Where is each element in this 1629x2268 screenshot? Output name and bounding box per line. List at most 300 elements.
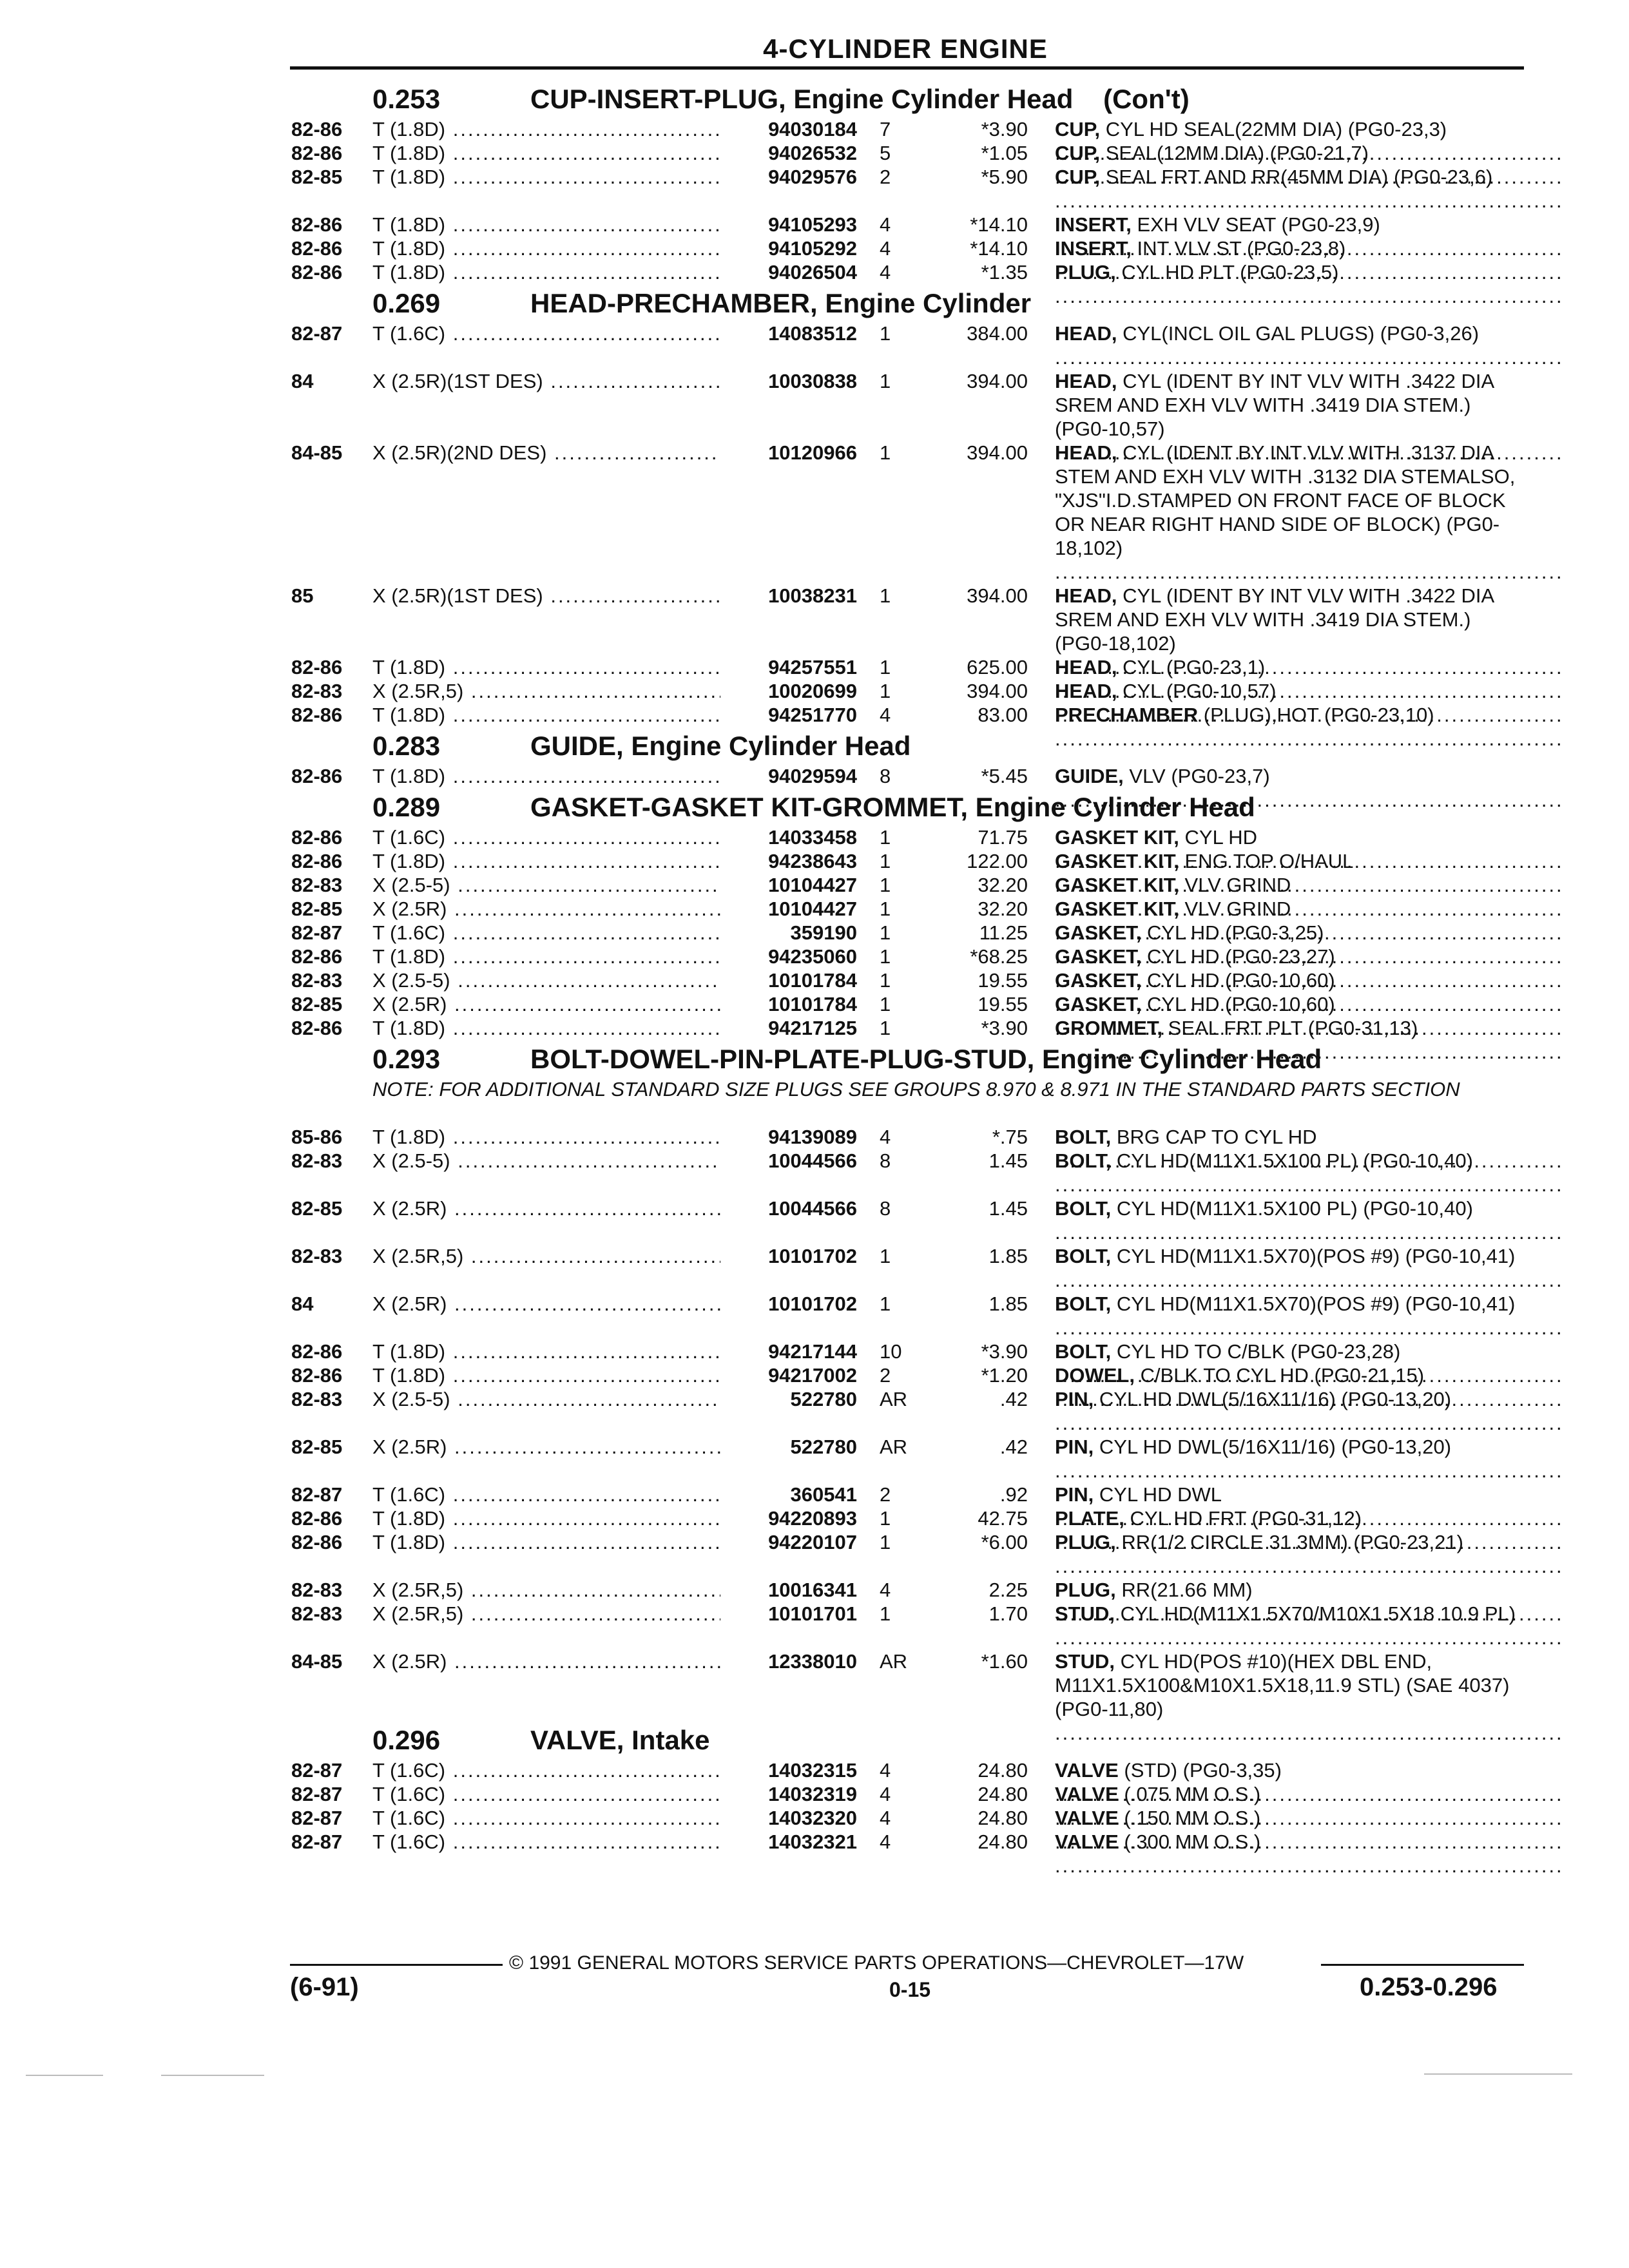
model-code: X (2.5R,5) ..... <box>372 1244 720 1268</box>
description-text: CYL HD (PG0-10,60) ..... <box>1055 969 1564 1015</box>
quantity: 8 <box>880 1197 891 1220</box>
description-keyword: HEAD, <box>1055 370 1117 392</box>
part-row <box>0 1149 1629 1196</box>
description-keyword: BOLT, <box>1055 1126 1112 1148</box>
model-years: 84-85 <box>291 441 343 464</box>
part-number: 14032315 <box>768 1759 857 1782</box>
part-number: 10101784 <box>768 969 857 992</box>
price: 394.00 <box>967 680 1028 702</box>
description-text: CYL (PG0-23,1) ..... <box>1055 656 1564 702</box>
description-text: SEAL FRT AND RR(45MM DIA) (PG0-23,6) ..... <box>1055 166 1564 212</box>
part-number: 94139089 <box>768 1126 857 1148</box>
description-keyword: PLATE, <box>1055 1507 1124 1530</box>
part-row <box>0 1244 1629 1292</box>
description-keyword: VALVE <box>1055 1831 1119 1853</box>
quantity: 1 <box>880 1017 891 1039</box>
part-row <box>0 679 1629 703</box>
footer-copyright: © 1991 GENERAL MOTORS SERVICE PARTS OPERATIONS—CHEVROLET—17W <box>509 1952 1244 1974</box>
group-heading <box>372 792 1532 823</box>
quantity: 1 <box>880 370 891 392</box>
part-description <box>1055 1435 1519 1483</box>
quantity: 2 <box>880 1483 891 1506</box>
model-code: T (1.8D) ..... <box>372 655 720 679</box>
part-row <box>0 1602 1629 1649</box>
part-number: 94217002 <box>768 1364 857 1387</box>
model-code: T (1.8D) ..... <box>372 945 720 968</box>
price: *1.05 <box>981 142 1028 164</box>
part-number: 10101702 <box>768 1245 857 1267</box>
model-years: 82-86 <box>291 656 343 678</box>
description-keyword: INSERT, <box>1055 237 1132 260</box>
description-text: CYL HD(M11X1.5X70/M10X1.5X18 10.9 PL) ..... <box>1055 1602 1564 1649</box>
part-row <box>0 322 1629 369</box>
model-years: 82-87 <box>291 1807 343 1829</box>
price: *1.35 <box>981 261 1028 284</box>
part-number: 94029594 <box>768 765 857 787</box>
description-text: CYL HD(M11X1.5X100 PL) (PG0-10,40) ..... <box>1055 1149 1564 1196</box>
description-keyword: HEAD, <box>1055 584 1117 607</box>
model-years: 82-85 <box>291 898 343 920</box>
price: 122.00 <box>967 850 1028 872</box>
part-number: 10016341 <box>768 1579 857 1601</box>
group-title: VALVE, Intake <box>530 1725 710 1755</box>
part-row <box>0 1806 1629 1830</box>
price: 1.70 <box>988 1602 1028 1625</box>
part-row <box>0 1016 1629 1040</box>
description-keyword: BOLT, <box>1055 1293 1112 1315</box>
part-number: 10104427 <box>768 898 857 920</box>
description-text: CYL (IDENT BY INT VLV WITH .3137 DIA STEM AND EXH VLV WITH .3132 DIA STEMALSO, "XJS"I.D.STAMPED ON FRONT FACE OF BLOCK OR NEAR RIGHT HAND SIDE OF BLOCK) (PG0-18,102) ..... <box>1055 441 1564 583</box>
model-code: X (2.5R,5) ..... <box>372 1602 720 1626</box>
quantity: 1 <box>880 441 891 464</box>
price: 19.55 <box>978 969 1028 992</box>
price: .42 <box>999 1436 1028 1458</box>
model-years: 82-83 <box>291 1602 343 1625</box>
description-keyword: GASKET KIT, <box>1055 874 1179 896</box>
part-number: 94026504 <box>768 261 857 284</box>
model-years: 82-86 <box>291 1017 343 1039</box>
description-text: CYL HD ..... <box>1055 826 1564 872</box>
group-code: 0.269 <box>372 288 441 318</box>
part-row <box>0 1506 1629 1530</box>
description-text: RR(21.66 MM) ..... <box>1055 1579 1564 1625</box>
model-years: 82-85 <box>291 1197 343 1220</box>
part-description <box>1055 1387 1519 1435</box>
model-years: 82-86 <box>291 765 343 787</box>
quantity: 1 <box>880 1531 891 1553</box>
quantity: AR <box>880 1650 908 1673</box>
part-number: 94026532 <box>768 142 857 164</box>
part-number: 94217144 <box>768 1340 857 1363</box>
model-code: X (2.5R) ..... <box>372 1435 720 1459</box>
part-number: 10101702 <box>768 1293 857 1315</box>
description-keyword: GUIDE, <box>1055 765 1124 787</box>
price: 2.25 <box>988 1579 1028 1601</box>
description-keyword: VALVE <box>1055 1807 1119 1829</box>
quantity: 2 <box>880 1364 891 1387</box>
price: 394.00 <box>967 441 1028 464</box>
part-number: 522780 <box>790 1388 857 1410</box>
quantity: 4 <box>880 704 891 726</box>
part-number: 14032319 <box>768 1783 857 1805</box>
quantity: 4 <box>880 261 891 284</box>
model-code: T (1.6C) ..... <box>372 1483 720 1506</box>
group-code: 0.289 <box>372 792 441 822</box>
model-code: T (1.8D) ..... <box>372 260 720 284</box>
model-code: X (2.5-5) ..... <box>372 1149 720 1173</box>
model-years: 84 <box>291 370 314 392</box>
part-description <box>1055 441 1519 584</box>
part-row <box>0 703 1629 727</box>
model-years: 82-87 <box>291 1759 343 1782</box>
description-keyword: GASKET, <box>1055 945 1142 968</box>
footer-rule-left <box>290 1964 503 1966</box>
model-code: X (2.5-5) ..... <box>372 968 720 992</box>
model-years: 82-86 <box>291 826 343 849</box>
footer-rule-right <box>1321 1964 1524 1966</box>
quantity: 1 <box>880 850 891 872</box>
scan-artifact <box>1424 2073 1572 2075</box>
description-text: SEAL(12MM DIA) (PG0-21,7) ..... <box>1055 142 1564 188</box>
quantity: 1 <box>880 656 891 678</box>
scan-artifact <box>161 2075 264 2076</box>
quantity: 4 <box>880 237 891 260</box>
model-years: 82-86 <box>291 1364 343 1387</box>
description-text: VLV GRIND ..... <box>1055 874 1564 920</box>
quantity: 8 <box>880 765 891 787</box>
model-years: 82-86 <box>291 1531 343 1553</box>
part-row <box>0 213 1629 236</box>
part-description <box>1055 1196 1519 1244</box>
price: *3.90 <box>981 1017 1028 1039</box>
quantity: 1 <box>880 969 891 992</box>
price: 394.00 <box>967 584 1028 607</box>
quantity: 1 <box>880 874 891 896</box>
model-code: T (1.6C) ..... <box>372 921 720 945</box>
description-text: CYL(INCL OIL GAL PLUGS) (PG0-3,26) ..... <box>1055 322 1564 369</box>
part-description <box>1055 1149 1519 1196</box>
description-text: CYL HD (PG0-23,27) ..... <box>1055 945 1564 992</box>
part-number: 359190 <box>790 921 857 944</box>
quantity: 4 <box>880 1783 891 1805</box>
model-years: 82-86 <box>291 142 343 164</box>
model-years: 82-86 <box>291 1340 343 1363</box>
part-number: 10101701 <box>768 1602 857 1625</box>
part-row <box>0 1758 1629 1782</box>
price: 71.75 <box>978 826 1028 849</box>
model-years: 82-87 <box>291 1783 343 1805</box>
description-keyword: PIN, <box>1055 1388 1094 1410</box>
page-header-title: 4-CYLINDER ENGINE <box>763 34 1048 64</box>
part-number: 10030838 <box>768 370 857 392</box>
price: 384.00 <box>967 322 1028 345</box>
model-years: 82-83 <box>291 1149 343 1172</box>
model-years: 82-87 <box>291 1483 343 1506</box>
model-code: T (1.8D) ..... <box>372 849 720 873</box>
model-years: 82-87 <box>291 1831 343 1853</box>
part-number: 12338010 <box>768 1650 857 1673</box>
quantity: 1 <box>880 898 891 920</box>
part-row <box>0 1649 1629 1721</box>
description-keyword: BOLT, <box>1055 1149 1112 1172</box>
model-years: 82-83 <box>291 1579 343 1601</box>
part-row <box>0 992 1629 1016</box>
part-row <box>0 655 1629 679</box>
description-keyword: GASKET KIT, <box>1055 850 1179 872</box>
group-title: GUIDE, Engine Cylinder Head <box>530 731 911 761</box>
part-row <box>0 165 1629 213</box>
description-keyword: HEAD, <box>1055 322 1117 345</box>
model-years: 82-85 <box>291 993 343 1015</box>
description-keyword: PRECHAMBER <box>1055 704 1199 726</box>
description-keyword: PLUG, <box>1055 1531 1116 1553</box>
model-years: 82-86 <box>291 945 343 968</box>
model-code: X (2.5R)(2ND DES) ..... <box>372 441 720 465</box>
group-note: NOTE: FOR ADDITIONAL STANDARD SIZE PLUGS SEE GROUPS 8.970 & 8.971 IN THE STANDARD PARTS SECTION <box>372 1078 1460 1100</box>
part-row <box>0 1125 1629 1149</box>
part-number: 94257551 <box>768 656 857 678</box>
price: 1.45 <box>988 1149 1028 1172</box>
price: *1.60 <box>981 1650 1028 1673</box>
description-text: (.150 MM O.S.) ..... <box>1055 1807 1564 1853</box>
description-text: RR(1/2 CIRCLE 31.3MM) (PG0-23,21) ..... <box>1055 1531 1564 1577</box>
price: 24.80 <box>978 1807 1028 1829</box>
model-years: 82-86 <box>291 237 343 260</box>
description-text: C/BLK TO CYL HD (PG0-21,15) ..... <box>1055 1364 1564 1410</box>
description-keyword: PIN, <box>1055 1436 1094 1458</box>
part-description <box>1055 165 1519 213</box>
quantity: 1 <box>880 945 891 968</box>
part-number: 14032321 <box>768 1831 857 1853</box>
quantity: 1 <box>880 680 891 702</box>
part-row <box>0 764 1629 788</box>
group-heading <box>372 1044 1532 1075</box>
description-keyword: PIN, <box>1055 1483 1094 1506</box>
price: *5.90 <box>981 166 1028 188</box>
model-code: T (1.8D) ..... <box>372 1016 720 1040</box>
description-text: CYL HD DWL ..... <box>1055 1483 1564 1530</box>
quantity: 5 <box>880 142 891 164</box>
part-row <box>0 1578 1629 1602</box>
part-row <box>0 236 1629 260</box>
description-text: CYL HD DWL(5/16X11/16) (PG0-13,20) ..... <box>1055 1436 1564 1482</box>
model-years: 82-86 <box>291 261 343 284</box>
part-number: 94235060 <box>768 945 857 968</box>
model-code: T (1.8D) ..... <box>372 703 720 727</box>
price: .42 <box>999 1388 1028 1410</box>
quantity: 7 <box>880 118 891 140</box>
price: 83.00 <box>978 704 1028 726</box>
model-code: T (1.6C) ..... <box>372 322 720 345</box>
price: *1.20 <box>981 1364 1028 1387</box>
footer-page-number: 0-15 <box>889 1978 931 2001</box>
description-text: BRG CAP TO CYL HD ..... <box>1055 1126 1564 1172</box>
description-keyword: GROMMET, <box>1055 1017 1163 1039</box>
part-number: 94029576 <box>768 166 857 188</box>
price: 42.75 <box>978 1507 1028 1530</box>
quantity: AR <box>880 1388 908 1410</box>
description-keyword: GASKET, <box>1055 993 1142 1015</box>
price: 1.45 <box>988 1197 1028 1220</box>
group-code: 0.283 <box>372 731 441 761</box>
part-row <box>0 873 1629 897</box>
description-keyword: GASKET KIT, <box>1055 826 1179 849</box>
description-text: CYL HD(M11X1.5X100 PL) (PG0-10,40) ..... <box>1055 1197 1564 1244</box>
description-keyword: HEAD, <box>1055 441 1117 464</box>
description-text: CYL HD DWL(5/16X11/16) (PG0-13,20) ..... <box>1055 1388 1564 1434</box>
quantity: 4 <box>880 1759 891 1782</box>
price: 24.80 <box>978 1759 1028 1782</box>
price: 24.80 <box>978 1783 1028 1805</box>
description-keyword: PLUG, <box>1055 1579 1116 1601</box>
part-row <box>0 968 1629 992</box>
scan-artifact <box>26 2075 103 2076</box>
model-code: X (2.5-5) ..... <box>372 1387 720 1411</box>
model-code: T (1.8D) ..... <box>372 141 720 165</box>
model-code: T (1.8D) ..... <box>372 1363 720 1387</box>
group-title: GASKET-GASKET KIT-GROMMET, Engine Cylinder Head <box>530 792 1255 822</box>
price: 394.00 <box>967 370 1028 392</box>
group-heading <box>372 288 1532 319</box>
description-text: CYL HD(M11X1.5X70)(POS #9) (PG0-10,41) ..... <box>1055 1293 1564 1339</box>
price: *5.45 <box>981 765 1028 787</box>
header-rule <box>290 66 1524 70</box>
quantity: 4 <box>880 1831 891 1853</box>
price: .92 <box>999 1483 1028 1506</box>
description-text: (STD) (PG0-3,35) ..... <box>1055 1759 1564 1805</box>
part-number: 10101784 <box>768 993 857 1015</box>
price: *6.00 <box>981 1531 1028 1553</box>
description-keyword: BOLT, <box>1055 1197 1112 1220</box>
part-row <box>0 897 1629 921</box>
model-code: X (2.5R) ..... <box>372 1292 720 1316</box>
model-code: T (1.8D) ..... <box>372 1530 720 1554</box>
part-number: 94105292 <box>768 237 857 260</box>
model-years: 82-83 <box>291 969 343 992</box>
model-code: T (1.8D) ..... <box>372 1506 720 1530</box>
part-row <box>0 825 1629 849</box>
description-text: CYL HD (PG0-3,25) ..... <box>1055 921 1564 968</box>
part-number: 14033458 <box>768 826 857 849</box>
description-text: VLV GRIND ..... <box>1055 898 1564 944</box>
price: 24.80 <box>978 1831 1028 1853</box>
part-row <box>0 945 1629 968</box>
description-text: (.075 MM O.S.) ..... <box>1055 1783 1564 1829</box>
model-code: T (1.8D) ..... <box>372 1340 720 1363</box>
description-keyword: HEAD, <box>1055 656 1117 678</box>
quantity: 10 <box>880 1340 902 1363</box>
part-row <box>0 1292 1629 1340</box>
model-years: 82-83 <box>291 1388 343 1410</box>
model-years: 85-86 <box>291 1126 343 1148</box>
quantity: 1 <box>880 322 891 345</box>
part-number: 10020699 <box>768 680 857 702</box>
description-keyword: GASKET KIT, <box>1055 898 1179 920</box>
part-number: 522780 <box>790 1436 857 1458</box>
part-row <box>0 1387 1629 1435</box>
model-code: T (1.8D) ..... <box>372 117 720 141</box>
model-code: X (2.5R) ..... <box>372 992 720 1016</box>
part-row <box>0 1530 1629 1578</box>
quantity: 2 <box>880 166 891 188</box>
part-row <box>0 1782 1629 1806</box>
part-number: 94105293 <box>768 213 857 236</box>
quantity: 1 <box>880 993 891 1015</box>
price: 32.20 <box>978 874 1028 896</box>
part-row <box>0 584 1629 655</box>
quantity: 1 <box>880 1507 891 1530</box>
price: *14.10 <box>970 213 1028 236</box>
description-text: CYL HD TO C/BLK (PG0-23,28) ..... <box>1055 1340 1564 1387</box>
model-years: 84 <box>291 1293 314 1315</box>
group-heading <box>372 731 1532 762</box>
model-code: X (2.5R) ..... <box>372 1649 720 1673</box>
description-text: VLV (PG0-23,7) ..... <box>1055 765 1564 811</box>
description-keyword: STUD, <box>1055 1602 1115 1625</box>
model-code: T (1.8D) ..... <box>372 213 720 236</box>
model-code: X (2.5R)(1ST DES) ..... <box>372 369 720 393</box>
description-keyword: HEAD, <box>1055 680 1117 702</box>
description-text: CYL HD (PG0-10,60) ..... <box>1055 993 1564 1039</box>
quantity: 1 <box>880 1245 891 1267</box>
part-description <box>1055 1830 1519 1878</box>
description-text: CYL HD(M11X1.5X70)(POS #9) (PG0-10,41) ..... <box>1055 1245 1564 1291</box>
group-title: CUP-INSERT-PLUG, Engine Cylinder Head (Con't) <box>530 84 1190 114</box>
part-row <box>0 369 1629 441</box>
part-description <box>1055 1292 1519 1340</box>
model-code: X (2.5-5) ..... <box>372 873 720 897</box>
part-number: 14032320 <box>768 1807 857 1829</box>
description-keyword: CUP, <box>1055 142 1101 164</box>
model-code: X (2.5R,5) ..... <box>372 679 720 703</box>
description-text: CYL (IDENT BY INT VLV WITH .3422 DIA SREM AND EXH VLV WITH .3419 DIA STEM.) (PG0-18,102) ..... <box>1055 584 1564 678</box>
model-years: 82-85 <box>291 166 343 188</box>
model-years: 82-86 <box>291 850 343 872</box>
group-code: 0.293 <box>372 1044 441 1074</box>
part-description <box>1055 1244 1519 1292</box>
part-number: 14083512 <box>768 322 857 345</box>
part-description <box>1055 1602 1519 1649</box>
part-number: 360541 <box>790 1483 857 1506</box>
model-years: 82-86 <box>291 118 343 140</box>
description-keyword: STUD, <box>1055 1650 1115 1673</box>
model-code: T (1.8D) ..... <box>372 236 720 260</box>
model-years: 82-85 <box>291 1436 343 1458</box>
description-keyword: DOWEL, <box>1055 1364 1135 1387</box>
part-number: 10104427 <box>768 874 857 896</box>
quantity: 4 <box>880 1579 891 1601</box>
model-code: X (2.5R,5) ..... <box>372 1578 720 1602</box>
model-years: 82-87 <box>291 921 343 944</box>
part-number: 94220893 <box>768 1507 857 1530</box>
quantity: 1 <box>880 584 891 607</box>
quantity: 4 <box>880 1807 891 1829</box>
part-row <box>0 1363 1629 1387</box>
quantity: 8 <box>880 1149 891 1172</box>
part-row <box>0 1340 1629 1363</box>
model-code: T (1.6C) ..... <box>372 1806 720 1830</box>
model-code: T (1.6C) ..... <box>372 825 720 849</box>
price: *.75 <box>992 1126 1028 1148</box>
quantity: 1 <box>880 1602 891 1625</box>
footer-group-range: 0.253-0.296 <box>1360 1973 1498 2001</box>
quantity: 4 <box>880 1126 891 1148</box>
model-code: T (1.6C) ..... <box>372 1830 720 1854</box>
part-description <box>1055 1530 1519 1578</box>
description-text: CYL HD FRT (PG0-31,12) ..... <box>1055 1507 1564 1553</box>
description-text: SEAL FRT PLT (PG0-31,13) ..... <box>1055 1017 1564 1063</box>
description-keyword: CUP, <box>1055 166 1101 188</box>
